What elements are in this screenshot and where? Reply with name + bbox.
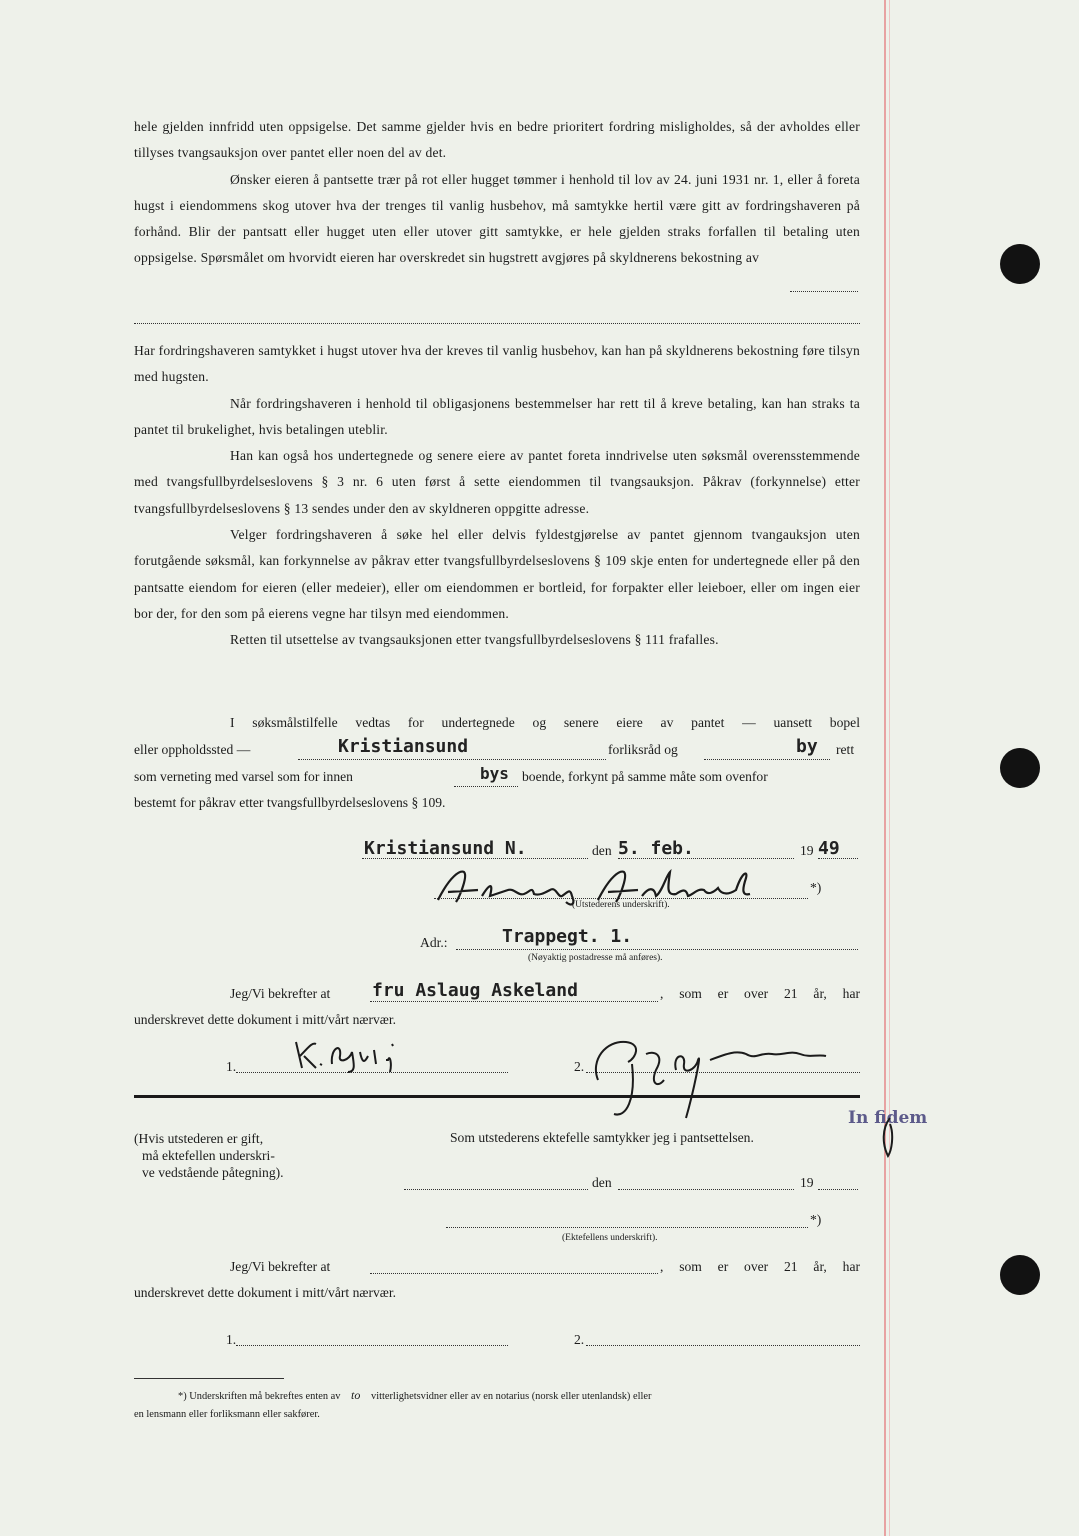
paragraph: Han kan også hos undertegnede og senere eiere av pantet foreta inndrivelse uten søksmål overensstemmende med tvangsfullbyrdelseslovens § 3 nr. 6 uten først å sette eiendommen til tvangsauksjon. Påkrav (forkynnelse) etter tvangsfullbyrdelseslovens § 13 sendes under den av skyldneren oppgitte adresse. [134, 448, 860, 516]
witness-number-2: 2. [574, 1059, 585, 1074]
date-day-handwritten: 5. feb. [618, 838, 694, 859]
venue-line-1: I søksmålstilfelle vedtas for undertegnede og senere eiere av pantet — uansett bopel [230, 715, 860, 730]
fill-line [370, 1001, 658, 1002]
footnote [134, 1386, 860, 1424]
fill-line [818, 858, 858, 859]
paragraph: Velger fordringshaveren å søke hel eller delvis fyldestgjørelse av pantet gjennom tvangauksjon uten forutgående søksmål, kan forkynnelse av påkrav etter tvangsfullbyrdelseslovens § 109 skje enten for undertegnede eller på den pantsatte eiendom for eieren (eller medeier), eller om eiendommen er bortleid, for forpakter eller leieboer, eller om ingen eier bor der, for den som på eierens vegne har tilsyn med eiendommen. [134, 527, 860, 621]
paragraph: hele gjelden innfridd uten oppsigelse. Det samme gjelder hvis en bedre prioritert fordring misligholdes, så der avholdes eller tillyses tvangsauksjon over pantet eller noen del av det. [134, 119, 860, 161]
punch-hole-icon [1000, 244, 1040, 284]
paragraph: Har fordringshaveren samtykket i hugst utover hva der kreves til vanlig husbehov, kan han på skyldnerens bekostning føre tilsyn med hugsten. [134, 343, 860, 385]
fill-line [236, 1345, 508, 1346]
spouse-den-label: den [592, 1175, 612, 1190]
fill-line [818, 1189, 858, 1190]
date-century-label: 19 [800, 843, 814, 858]
footnote-rule [134, 1378, 284, 1379]
issuer-footnote-mark: *) [810, 880, 822, 895]
witness-name-handwritten: fru Aslaug Askeland [372, 980, 578, 1001]
paragraph-block-top [134, 114, 860, 272]
spouse-left-note [134, 1130, 284, 1181]
stamp-text: In fidem [848, 1108, 928, 1128]
witness-number-2: 2. [574, 1332, 585, 1347]
witness-text: , som er over 21 år, har [660, 986, 860, 1001]
witness-number-1: 1. [226, 1332, 237, 1347]
fill-line [370, 1273, 658, 1274]
witness-number-1: 1. [226, 1059, 237, 1074]
footnote-text: vitterlighetsvidner eller av en notarius (norsk eller utenlandsk) eller [371, 1391, 652, 1402]
footnote-line-2: en lensmann eller forliksmann eller sakfører. [134, 1409, 320, 1420]
fill-line [586, 1345, 860, 1346]
address-caption: (Nøyaktig postadresse må anføres). [528, 953, 663, 963]
venue-text: som verneting med varsel som for innen [134, 769, 353, 784]
witness-text: Jeg/Vi bekrefter at [230, 1259, 331, 1274]
paragraph: Når fordringshaveren i henhold til obligasjonens bestemmelser har rett til å kreve betaling, kan han straks ta pantet til brukelighet, hvis betalingen uteblir. [134, 395, 860, 437]
venue-kind-handwritten: by [796, 736, 818, 757]
address-label: Adr.: [420, 935, 448, 950]
footnote-text: *) Underskriften må bekreftes enten av [178, 1391, 341, 1402]
fill-line [790, 291, 858, 292]
fill-line [404, 1189, 588, 1190]
red-margin-line-secondary [889, 0, 890, 1536]
note-line: må ektefellen underskri- [142, 1148, 275, 1163]
spouse-consent-text: Som utstederens ektefelle samtykker jeg i pantsettelsen. [450, 1130, 754, 1145]
venue-text: eller oppholdssted — [134, 742, 251, 757]
note-line: ve vedstående påtegning). [142, 1165, 284, 1180]
witness-text: Jeg/Vi bekrefter at [230, 986, 331, 1001]
fill-line [434, 898, 808, 899]
date-year-handwritten: 49 [818, 838, 840, 859]
spouse-century-label: 19 [800, 1175, 814, 1190]
issuer-signature-caption: (Utstederens underskrift). [572, 900, 670, 910]
paragraph: Ønsker eieren å pantsette trær på rot eller hugget tømmer i henhold til lov av 24. juni 1931 nr. 1, eller å foreta hugst i eiendommens skog utover hva der trenges til vanlig husbehov, må samtykke hertil være gitt av fordringshaveren på forhånd. Blir der pantsatt eller hugget uten eller utover gitt samtykke, er hele gjelden straks forfallen til betaling uten oppsigelse. Spørsmålet om hvorvidt eieren har overskredet sin hugstrett avgjøres på skyldnerens bekostning av [134, 171, 860, 266]
red-margin-line [884, 0, 886, 1536]
spouse-signature-caption: (Ektefellens underskrift). [562, 1233, 658, 1243]
witness-text: underskrevet dette dokument i mitt/vårt nærvær. [134, 1285, 397, 1300]
fill-line [456, 949, 858, 950]
paragraph-block-middle [134, 338, 860, 654]
venue-text: forliksråd og [608, 742, 678, 757]
address-handwritten: Trappegt. 1. [502, 926, 633, 947]
witness-text: underskrevet dette dokument i mitt/vårt nærvær. [134, 1012, 397, 1027]
punch-hole-icon [1000, 748, 1040, 788]
venue-place-handwritten: Kristiansund [338, 736, 469, 757]
venue-line-4: bestemt for påkrav etter tvangsfullbyrdelseslovens § 109. [134, 795, 446, 810]
stamp-initial-mark [878, 1114, 898, 1160]
punch-hole-icon [1000, 1255, 1040, 1295]
fill-line [134, 323, 860, 324]
witness-2-signature [586, 1030, 846, 1122]
fill-line [618, 1189, 794, 1190]
venue-text: rett [836, 742, 855, 757]
footnote-handwritten: to [351, 1388, 361, 1402]
witness-text: , som er over 21 år, har [660, 1259, 860, 1274]
fill-line [446, 1227, 808, 1228]
fill-line [298, 759, 606, 760]
section-divider [134, 1095, 860, 1098]
date-place-handwritten: Kristiansund N. [364, 838, 527, 859]
footnote-line-1 [134, 1386, 860, 1406]
spouse-footnote-mark: *) [810, 1212, 822, 1227]
fill-line [362, 858, 588, 859]
note-line: (Hvis utstederen er gift, [134, 1131, 264, 1146]
fill-line [454, 786, 518, 787]
fill-line [704, 759, 830, 760]
paragraph: Retten til utsettelse av tvangsauksjonen etter tvangsfullbyrdelseslovens § 111 frafalles. [230, 632, 719, 648]
witness-1-signature [290, 1034, 410, 1074]
fill-line [618, 858, 794, 859]
date-den-label: den [592, 843, 612, 858]
venue-fill-handwritten: bys [480, 764, 509, 783]
venue-text: boende, forkynt på samme måte som ovenfor [522, 769, 768, 784]
